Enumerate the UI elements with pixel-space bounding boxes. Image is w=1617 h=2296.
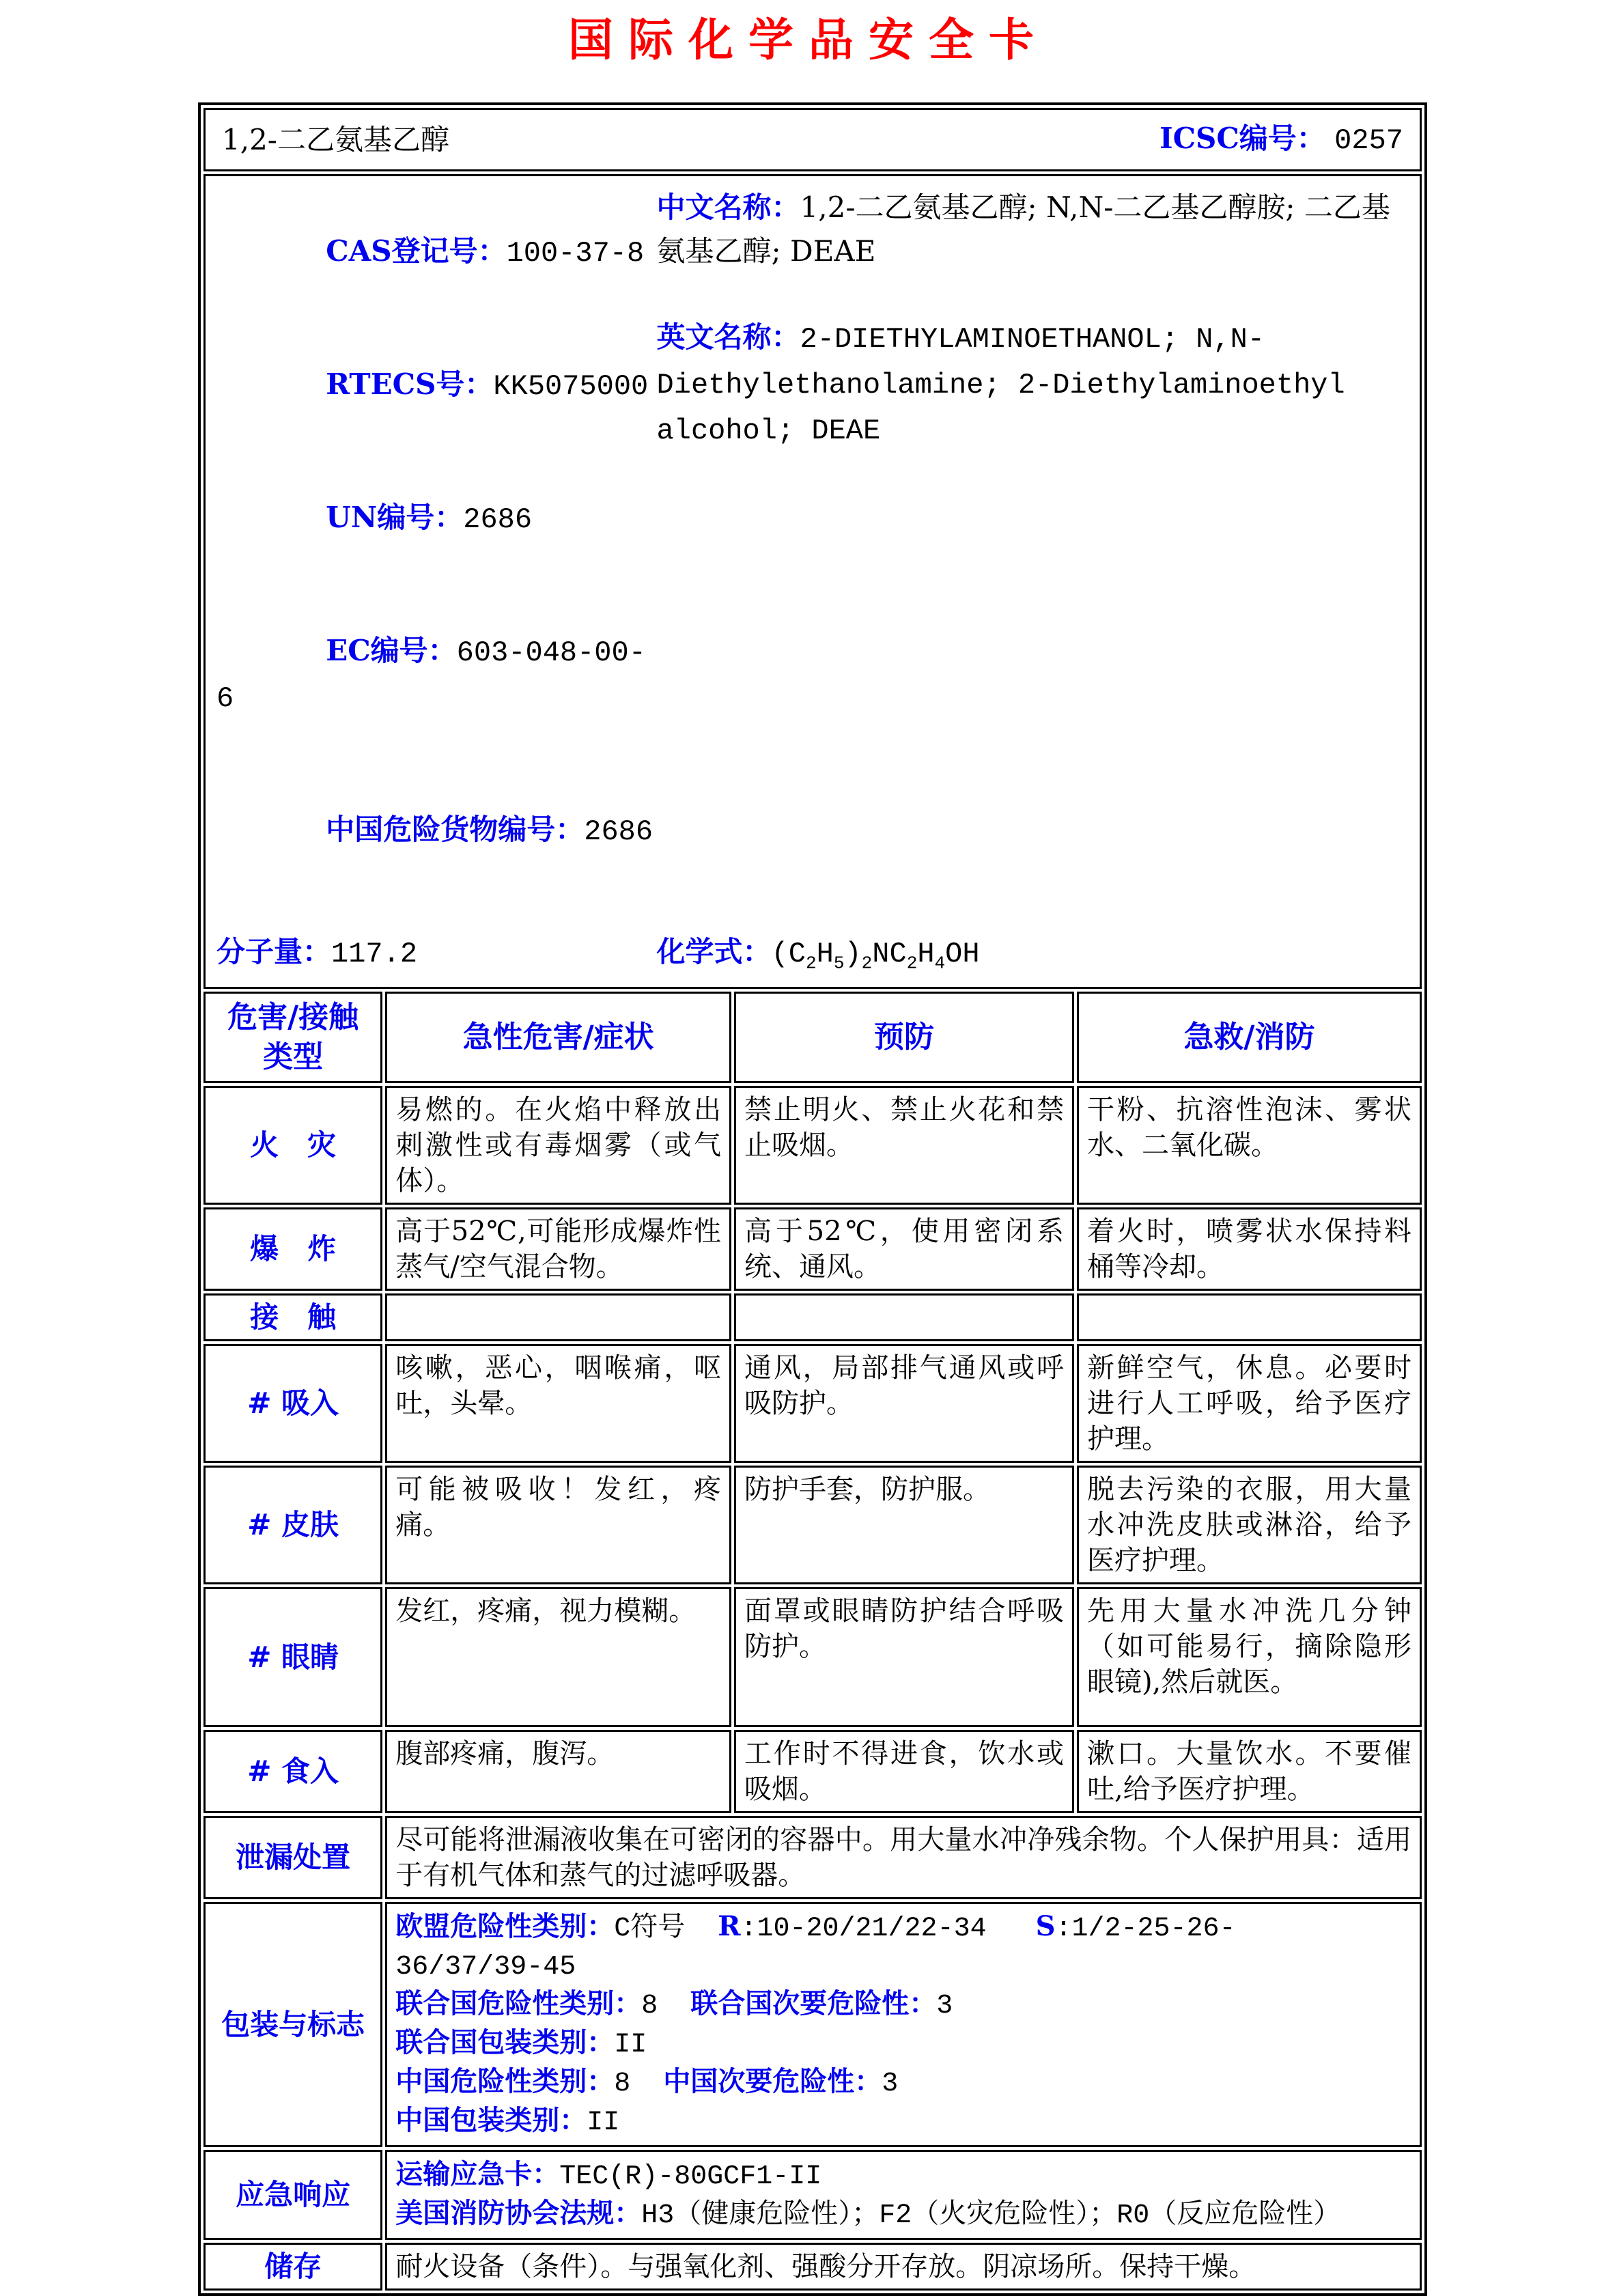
name-row	[203, 108, 1422, 171]
safety-card-table	[198, 102, 1427, 2296]
hazard-type-cell: # 眼睛	[203, 1587, 382, 1727]
transport-emergency-card-line: 运输应急卡：TEC(R)-80GCF1-II	[395, 2158, 822, 2192]
prevention-cell: 防护手套，防护服。	[734, 1466, 1074, 1584]
packaging-content	[385, 1902, 1422, 2147]
hazard-type-cell: # 食入	[203, 1730, 382, 1813]
header-prevention: 预防	[734, 992, 1074, 1083]
packaging-row	[203, 1902, 1422, 2147]
prevention-cell: 工作时不得进食，饮水或吸烟。	[734, 1730, 1074, 1813]
hazard-row-contact	[203, 1293, 1422, 1341]
eu-hazard-class-line: 欧盟危险性类别：C符号 R:10-20/21/22-34 S:1/2-25-26-	[395, 1910, 1236, 1944]
symptoms-cell: 可能被吸收！发红，疼痛。	[385, 1466, 731, 1584]
firstaid-cell: 干粉、抗溶性泡沫、雾状水、二氧化碳。	[1077, 1086, 1422, 1205]
hazard-row-explosion	[203, 1207, 1422, 1291]
symptoms-cell: 咳嗽，恶心，咽喉痛，呕吐，头晕。	[385, 1344, 731, 1463]
firstaid-cell: 脱去污染的衣服，用大量水冲洗皮肤或淋浴，给予医疗护理。	[1077, 1466, 1422, 1584]
storage-text: 耐火设备（条件）。与强氧化剂、强酸分开存放。阴凉场所。保持干燥。	[385, 2243, 1422, 2291]
info-row	[203, 174, 1422, 989]
eu-hazard-class-line-wrap: 36/37/39-45	[395, 1952, 576, 1983]
prevention-cell: 高于52℃，使用密闭系统、通风。	[734, 1207, 1074, 1291]
name-list	[657, 186, 1406, 897]
storage-label: 储存	[203, 2243, 382, 2291]
symptoms-cell: 发红，疼痛，视力模糊。	[385, 1587, 731, 1727]
header-hazard-type: 危害/接触类型	[203, 992, 382, 1083]
un-number-line: UN编号：2686	[326, 501, 533, 536]
header-firstaid: 急救/消防	[1077, 992, 1422, 1083]
storage-row	[203, 2243, 1422, 2291]
un-packing-group-line: 联合国包装类别：II	[395, 2026, 647, 2060]
firstaid-cell: 新鲜空气，休息。必要时进行人工呼吸，给予医疗护理。	[1077, 1344, 1422, 1463]
prevention-cell: 通风，局部排气通风或呼吸防护。	[734, 1344, 1074, 1463]
symptoms-cell: 易燃的。在火焰中释放出刺激性或有毒烟雾（或气体）。	[385, 1086, 731, 1205]
firstaid-cell: 先用大量水冲洗几分钟（如可能易行，摘除隐形眼镜),然后就医。	[1077, 1587, 1422, 1727]
icsc-number-value: 0257	[1334, 124, 1403, 157]
emergency-content	[385, 2150, 1422, 2240]
hazard-type-cell: 火 灾	[203, 1086, 382, 1205]
spill-label: 泄漏处置	[203, 1816, 382, 1899]
hazard-row-fire	[203, 1086, 1422, 1205]
nfpa-code-line: 美国消防协会法规：H3（健康危险性）；F2（火灾危险性）；R0（反应危险性）	[395, 2197, 1341, 2231]
hazard-row-eyes	[203, 1587, 1422, 1727]
china-dangerous-goods-number-line: 中国危险货物编号：2686	[326, 813, 653, 848]
molecular-weight: 分子量：117.2	[216, 935, 418, 970]
english-name-line: 英文名称：2-DIETHYLAMINOETHANOL; N,N-Diethylethanolamine; 2-Diethylaminoethyl alcohol; DEAE	[656, 320, 1345, 447]
icsc-number-label: ICSC编号：	[1159, 122, 1325, 155]
icsc-number	[1159, 121, 1403, 158]
hazard-row-skin	[203, 1466, 1422, 1584]
hazard-type-cell: 爆 炸	[203, 1207, 382, 1291]
hazard-type-cell: 接 触	[203, 1293, 382, 1341]
firstaid-cell: 着火时，喷雾状水保持料桶等冷却。	[1077, 1207, 1422, 1291]
icsc-safety-card-page	[0, 13, 1617, 2283]
prevention-cell: 面罩或眼睛防护结合呼吸防护。	[734, 1587, 1074, 1727]
name-row-cell	[203, 108, 1422, 171]
prevention-cell	[734, 1293, 1074, 1341]
hazard-row-ingestion	[203, 1730, 1422, 1813]
molecular-line	[216, 930, 1406, 976]
hazard-type-cell: # 皮肤	[203, 1466, 382, 1584]
hazard-type-cell: # 吸入	[203, 1344, 382, 1463]
table-header-row	[203, 992, 1422, 1083]
china-hazard-class-line: 中国危险性类别：8 中国次要危险性：3	[395, 2065, 899, 2099]
symptoms-cell	[385, 1293, 731, 1341]
spill-text: 尽可能将泄漏液收集在可密闭的容器中。用大量水冲净残余物。个人保护用具：适用于有机气体和蒸气的过滤呼吸器。	[385, 1816, 1422, 1899]
page-title: 国际化学品安全卡	[568, 13, 1049, 66]
china-packing-group-line: 中国包装类别：II	[395, 2104, 620, 2138]
rtecs-number-line: RTECS号：KK5075000	[326, 367, 649, 403]
emergency-label: 应急响应	[203, 2150, 382, 2240]
symptoms-cell: 腹部疼痛，腹泻。	[385, 1730, 731, 1813]
header-symptoms: 急性危害/症状	[385, 992, 731, 1083]
info-cell	[203, 174, 1422, 989]
spill-row	[203, 1816, 1422, 1899]
emergency-row	[203, 2150, 1422, 2240]
chemical-formula: 化学式：$(C_2H_5)_2NC_2H_4OH$	[656, 935, 980, 974]
chemical-name: 1,2-二乙氨基乙醇	[222, 122, 449, 156]
un-hazard-class-line: 联合国危险性类别：8 联合国次要危险性：3	[395, 1987, 953, 2021]
cas-number-line: CAS登记号：100-37-8	[326, 234, 645, 270]
prevention-cell: 禁止明火、禁止火花和禁止吸烟。	[734, 1086, 1074, 1205]
symptoms-cell: 高于52℃,可能形成爆炸性蒸气/空气混合物。	[385, 1207, 731, 1291]
packaging-label: 包装与标志	[203, 1902, 382, 2147]
chinese-name-line: 中文名称：1,2-二乙氨基乙醇; N,N-二乙基乙醇胺; 二乙基氨基乙醇; DEAE	[656, 191, 1390, 268]
identifier-list	[216, 186, 657, 897]
firstaid-cell	[1077, 1293, 1422, 1341]
ec-number-line: EC编号：603-048-00-6	[216, 634, 646, 715]
firstaid-cell: 漱口。大量饮水。不要催吐,给予医疗护理。	[1077, 1730, 1422, 1813]
hazard-row-inhalation	[203, 1344, 1422, 1463]
